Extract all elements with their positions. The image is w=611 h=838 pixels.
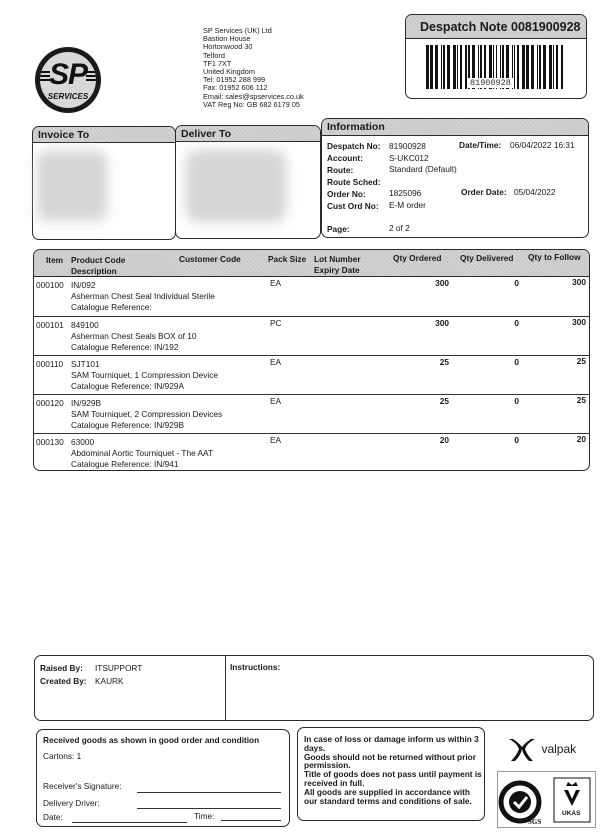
cell-pack-size: PC — [270, 318, 282, 328]
barcode-bar — [441, 45, 442, 89]
route-label: Route: — [327, 165, 354, 175]
order-date-value: 05/04/2022 — [514, 187, 556, 197]
cell-qty-to-follow: 300 — [572, 277, 586, 287]
instructions-label: Instructions: — [230, 662, 281, 672]
terms-line: In case of loss or damage inform us within 3 days. — [304, 734, 479, 753]
account-label: Account: — [327, 153, 363, 163]
header-expiry-date: Expiry Date — [314, 265, 360, 275]
barcode-bar — [453, 45, 456, 89]
table-body — [34, 277, 589, 470]
date-line[interactable] — [72, 822, 187, 823]
deliver-to-box — [175, 125, 321, 239]
cell-qty-ordered: 25 — [439, 357, 449, 367]
terms-line: All goods are supplied in accordance with our standard terms and conditions of sale. — [304, 786, 472, 806]
terms-text — [304, 735, 484, 805]
address-line: Tel: 01952 288 999 — [203, 75, 266, 85]
cell-catalogue-reference: Catalogue Reference: IN/929A — [71, 381, 185, 391]
redacted-address — [186, 150, 286, 222]
sgs-text: SGS — [528, 818, 542, 826]
received-goods-box — [36, 729, 290, 827]
address-line: TF1 7XT — [203, 58, 232, 68]
address-line: Email: sales@spservices.co.uk — [203, 91, 304, 101]
ukas-text: UKAS — [562, 810, 581, 817]
address-line: SP Services (UK) Ltd — [203, 26, 272, 35]
cell-pack-size: EA — [270, 396, 282, 406]
cell-qty-delivered: 0 — [514, 278, 519, 288]
company-address — [203, 27, 304, 109]
despatch-note-title: Despatch Note 0081900928 — [406, 15, 586, 39]
barcode-bar — [457, 45, 458, 89]
table-row — [34, 355, 589, 395]
table-row — [34, 394, 589, 434]
cell-pack-size: EA — [270, 278, 282, 288]
terms-line: Title of goods does not pass until payment is received in full. — [304, 769, 482, 788]
route-value: Standard (Default) — [389, 164, 457, 174]
order-no-label: Order No: — [327, 189, 366, 199]
cell-pack-size: EA — [270, 435, 282, 445]
cell-description: SAM Tourniquet, 2 Compression Devices — [71, 409, 223, 419]
cell-pack-size: EA — [270, 357, 282, 367]
cell-qty-delivered: 0 — [514, 396, 519, 406]
header-qty-delivered: Qty Delivered — [460, 253, 514, 263]
cell-catalogue-reference: Catalogue Reference: — [71, 302, 152, 312]
barcode-bar — [537, 45, 538, 89]
datetime-label: Date/Time: — [459, 140, 502, 150]
items-table — [33, 249, 590, 471]
address-line: Fax: 01952 606 112 — [203, 83, 268, 93]
cell-qty-delivered: 0 — [514, 435, 519, 445]
barcode-text: 81900928 — [470, 78, 511, 88]
cell-product-code: SJT101 — [71, 359, 100, 369]
cell-item: 000110 — [36, 359, 64, 369]
barcode-bar — [531, 45, 534, 89]
page-value: 2 of 2 — [389, 223, 410, 233]
terms-line: Goods should not be returned without prior permission. — [304, 751, 476, 771]
cell-qty-ordered: 300 — [435, 278, 449, 288]
barcode-bar — [426, 45, 429, 89]
cell-catalogue-reference: Catalogue Reference: IN/192 — [71, 342, 179, 352]
barcode-bar — [543, 45, 546, 89]
order-no-value: 1825096 — [389, 188, 422, 198]
cell-product-code: 849100 — [71, 320, 99, 330]
cell-qty-delivered: 0 — [514, 357, 519, 367]
created-by-value: KAURK — [95, 676, 124, 686]
cust-ord-value: E-M order — [389, 200, 426, 210]
despatch-no-label: Despatch No: — [327, 141, 381, 151]
cust-ord-label: Cust Ord No: — [327, 201, 379, 211]
address-line: Bastion House — [203, 34, 251, 44]
cell-item: 000130 — [36, 437, 64, 447]
order-date-label: Order Date: — [461, 187, 507, 197]
receiver-signature-line[interactable] — [137, 792, 281, 793]
table-row — [34, 316, 589, 356]
address-line: VAT Reg No: GB 682 6179 05 — [203, 99, 300, 109]
cell-product-code: IN/929B — [71, 398, 101, 408]
cell-description: SAM Tourniquet, 1 Compression Device — [71, 370, 218, 380]
delivery-driver-label: Delivery Driver: — [43, 798, 100, 808]
account-value: S-UKC012 — [389, 153, 429, 163]
barcode-bar — [430, 45, 433, 89]
barcode-bar — [556, 45, 558, 89]
receiver-signature-label: Receiver's Signature: — [43, 781, 122, 791]
barcode-bar — [435, 45, 438, 89]
cell-product-code: 63000 — [71, 437, 95, 447]
barcode-bar — [465, 45, 467, 89]
cell-description: Asherman Chest Seals BOX of 10 — [71, 331, 197, 341]
sgs-logo — [501, 783, 541, 826]
time-line[interactable] — [221, 820, 281, 821]
cell-item: 000100 — [36, 280, 64, 290]
address-line: Telford — [203, 50, 225, 60]
cell-qty-ordered: 300 — [435, 318, 449, 328]
barcode-bar — [460, 45, 462, 89]
sp-services-logo — [35, 47, 101, 113]
divider — [225, 656, 226, 720]
barcode-bar — [517, 45, 519, 89]
barcode-bar — [553, 45, 554, 89]
valpak-icon — [507, 735, 537, 763]
barcode-bar — [549, 45, 552, 89]
despatch-note-box — [405, 14, 587, 99]
cell-qty-ordered: 25 — [439, 396, 449, 406]
date-label: Date: — [43, 812, 63, 822]
page-label: Page: — [327, 224, 350, 234]
time-label: Time: — [194, 811, 215, 821]
terms-box — [297, 727, 485, 821]
header-product-code: Product Code — [71, 255, 126, 265]
address-line: United Kingdom — [203, 67, 255, 77]
cell-qty-to-follow: 25 — [576, 356, 586, 366]
header-qty-to-follow: Qty to Follow — [528, 252, 581, 262]
cell-qty-to-follow: 20 — [576, 434, 586, 444]
cartons: Cartons: 1 — [43, 751, 82, 761]
header-customer-code: Customer Code — [179, 254, 241, 264]
cell-item: 000120 — [36, 398, 64, 408]
raised-by-box — [34, 655, 594, 721]
valpak-text: valpak — [541, 742, 577, 756]
header-pack-size: Pack Size — [268, 254, 307, 264]
logo-services-text: SERVICES — [47, 92, 89, 101]
redacted-address — [37, 151, 107, 221]
information-box — [321, 118, 589, 238]
header-qty-ordered: Qty Ordered — [393, 253, 442, 263]
cell-qty-to-follow: 300 — [572, 317, 586, 327]
table-row — [34, 277, 589, 316]
invoice-to-box — [32, 126, 176, 240]
cell-item: 000101 — [36, 320, 64, 330]
created-by-label: Created By: — [40, 676, 87, 686]
invoice-to-title: Invoice To — [33, 127, 175, 143]
header-item: Item — [46, 255, 64, 265]
delivery-driver-line[interactable] — [137, 808, 281, 809]
barcode-bar — [443, 45, 445, 89]
barcode-bar — [561, 45, 563, 89]
table-row — [34, 433, 589, 473]
ukas-logo — [562, 782, 581, 817]
address-line: Hortonwood 30 — [203, 42, 253, 52]
certification-logos — [497, 771, 596, 828]
logo-sp-text: SP — [48, 58, 88, 91]
header-lot-number: Lot Number — [314, 254, 361, 264]
valpak-logo — [507, 735, 576, 763]
deliver-to-title: Deliver To — [176, 126, 320, 142]
barcode-bar — [522, 45, 525, 89]
raised-by-value: ITSUPPORT — [95, 663, 143, 673]
cell-catalogue-reference: Catalogue Reference: IN/941 — [71, 459, 179, 469]
barcode-bar — [447, 45, 450, 89]
received-title: Received goods as shown in good order and condition — [43, 735, 260, 745]
cell-catalogue-reference: Catalogue Reference: IN/929B — [71, 420, 185, 430]
cell-product-code: IN/092 — [71, 280, 96, 290]
cell-description: Abdominal Aortic Tourniquet - The AAT — [71, 448, 214, 458]
cell-description: Asherman Chest Seal Individual Sterile — [71, 291, 215, 301]
route-sched-label: Route Sched: — [327, 177, 381, 187]
barcode-bar — [514, 45, 515, 89]
barcode-bar — [526, 45, 529, 89]
raised-by-label: Raised By: — [40, 663, 83, 673]
cell-qty-to-follow: 25 — [576, 395, 586, 405]
header-description: Description — [71, 266, 117, 276]
barcode-bar — [539, 45, 541, 89]
information-title: Information — [322, 119, 588, 136]
table-header — [34, 250, 589, 277]
despatch-no-value: 81900928 — [389, 141, 426, 151]
cell-qty-ordered: 20 — [439, 435, 449, 445]
datetime-value: 06/04/2022 16:31 — [510, 140, 575, 150]
cell-qty-delivered: 0 — [514, 318, 519, 328]
